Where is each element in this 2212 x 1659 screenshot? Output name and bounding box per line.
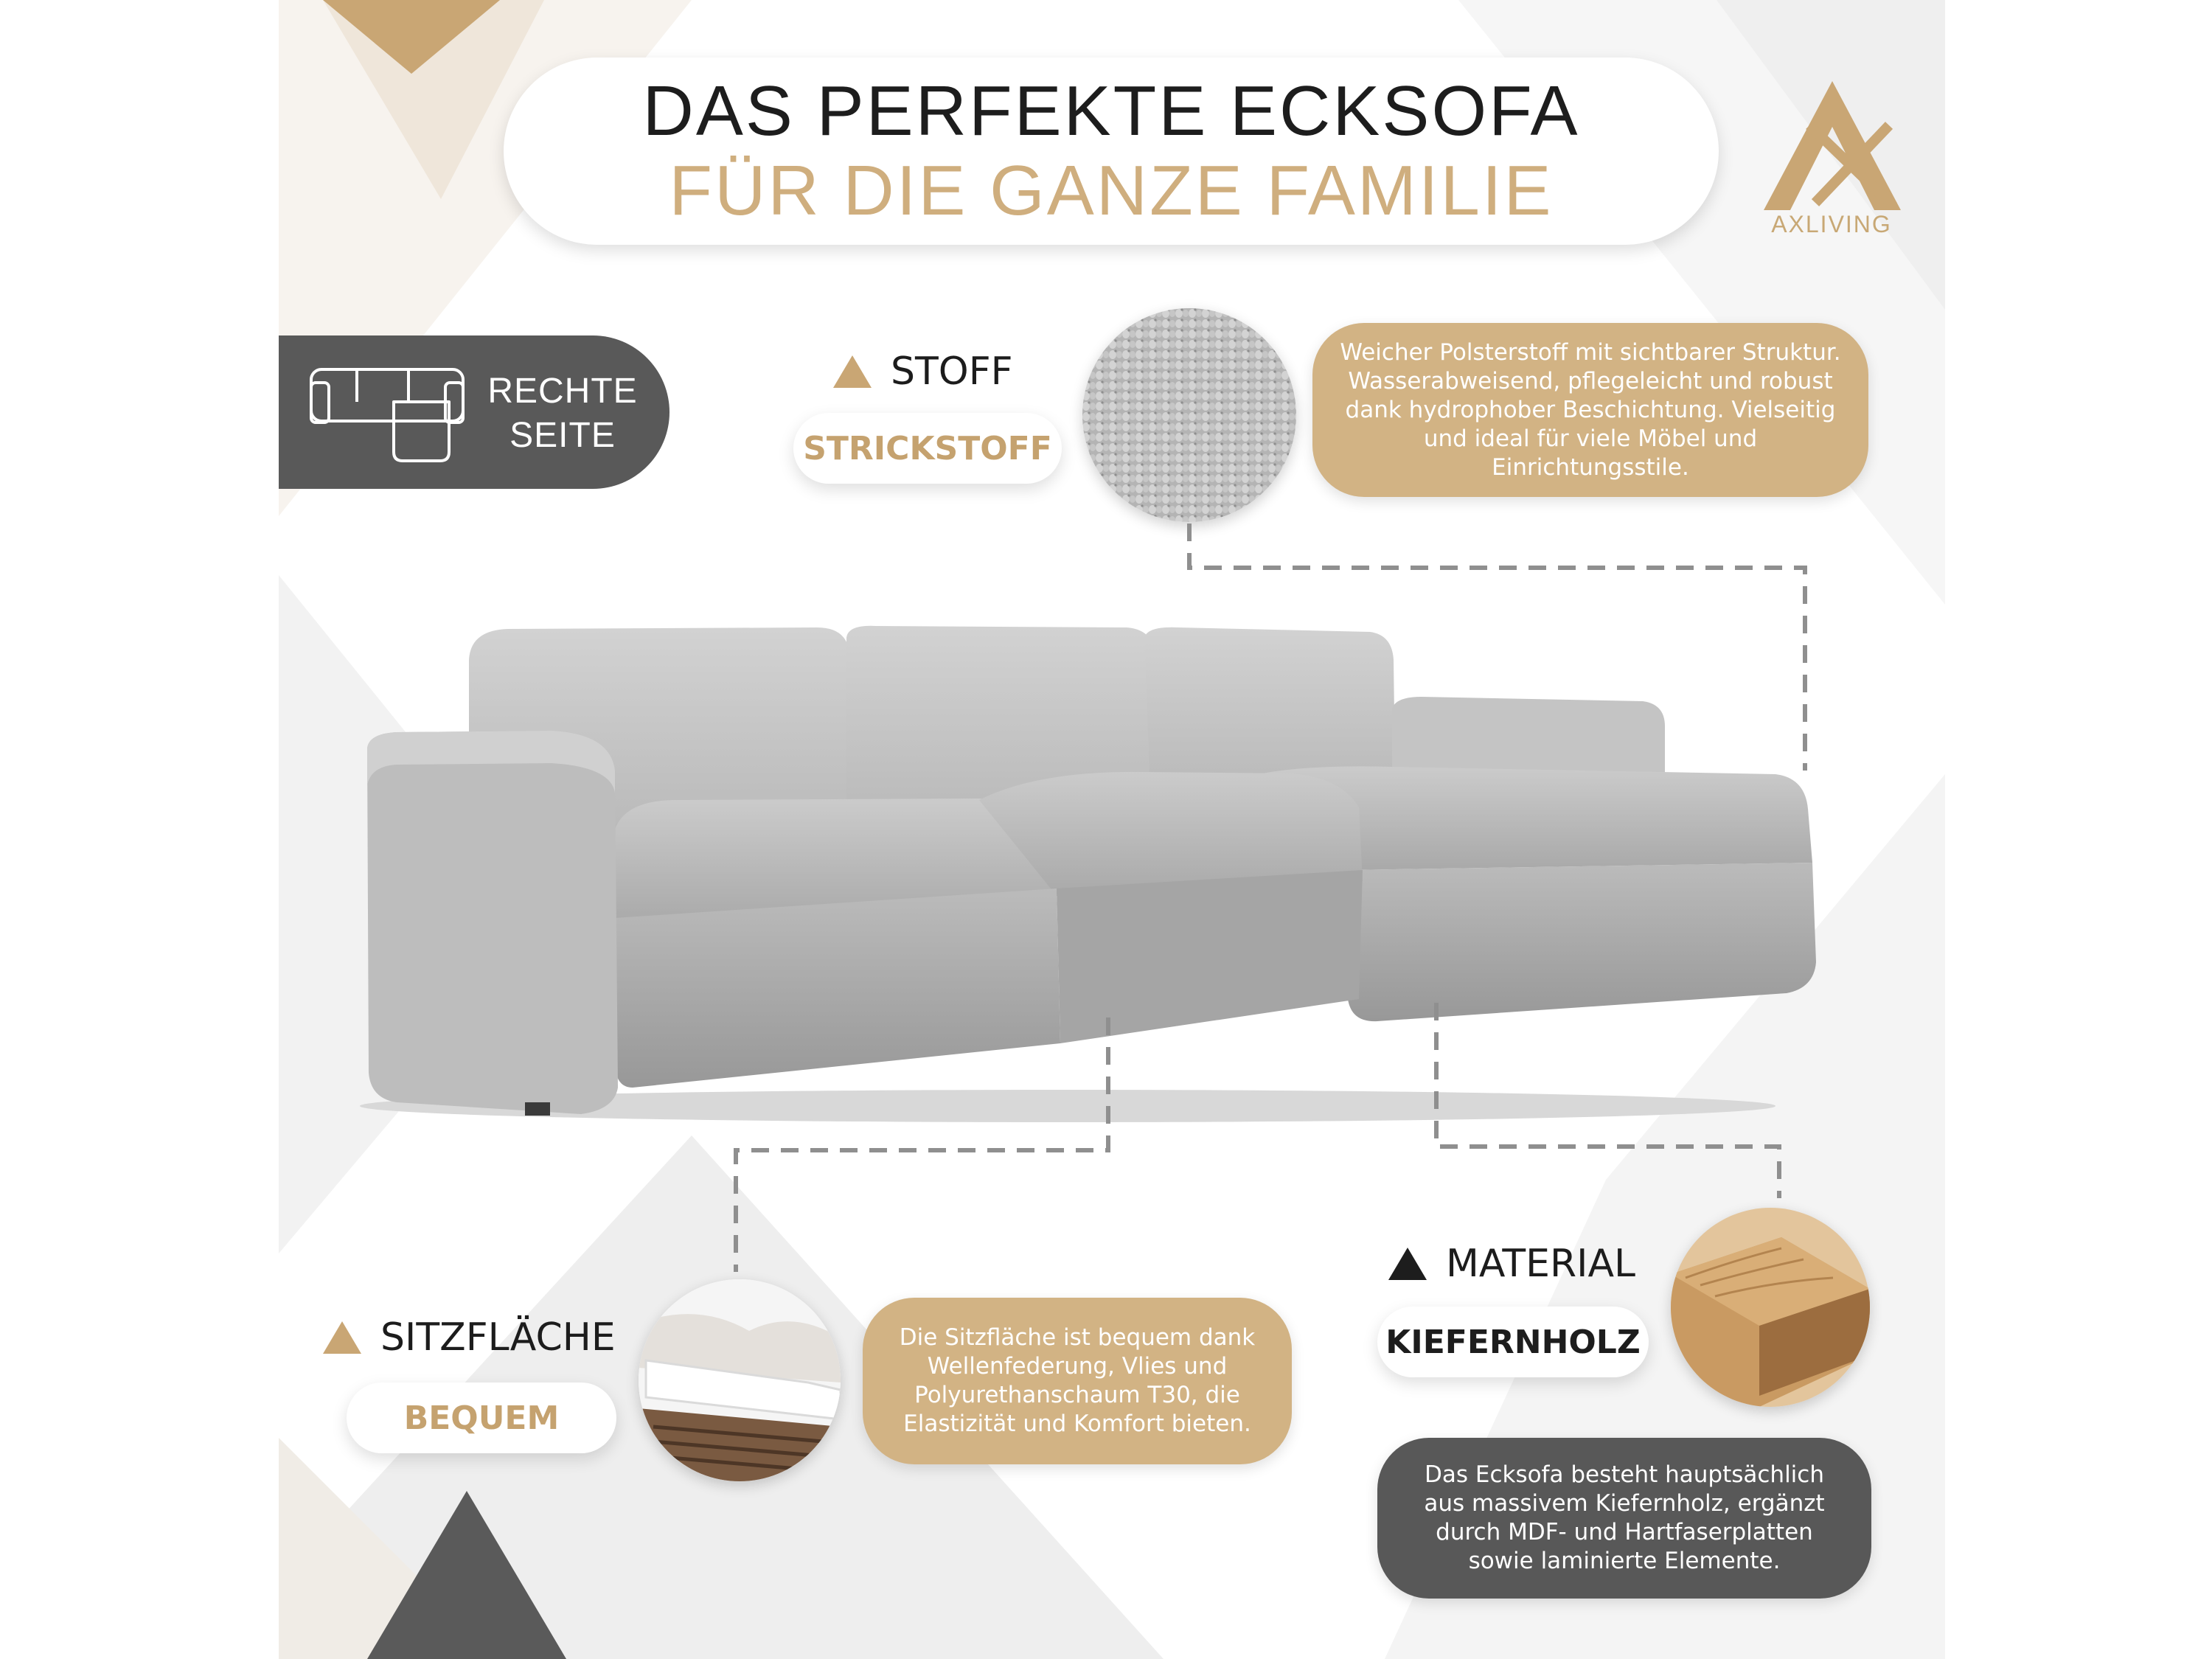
stoff-description: Weicher Polsterstoff mit sichtbarer Struktur. Wasserabweisend, pflegeleicht und robust dank hydrophober Beschichtung. Vielseitig und ideal für viele Möbel und Einrichtungsstile. [1340,338,1841,481]
sitzflaeche-tag-text: BEQUEM [403,1399,560,1437]
seat-layers-image [639,1279,841,1481]
sitzflaeche-label-text: SITZFLÄCHE [380,1315,616,1360]
orientation-line-1: RECHTE [487,372,638,411]
triangle-bullet-icon [323,1321,361,1354]
orientation-line-2: SEITE [509,416,616,455]
infographic-panel [279,0,1945,1659]
sitzflaeche-tag [347,1382,616,1453]
material-label-text: MATERIAL [1446,1242,1636,1286]
material-description-box [1377,1438,1871,1599]
sitzflaeche-label [323,1315,616,1360]
stoff-label-text: STOFF [891,349,1013,394]
material-label [1388,1242,1635,1286]
brand-name: AXLIVING [1771,211,1892,237]
material-description: Das Ecksofa besteht hauptsächlich aus massivem Kiefernholz, ergänzt durch MDF- und Hartfaserplatten sowie laminierte Elemente. [1424,1461,1825,1574]
material-tag-text: KIEFERNHOLZ [1385,1323,1641,1361]
sitzflaeche-description: Die Sitzfläche ist bequem dank Wellenfederung, Vlies und Polyurethanschaum T30, die Elastizität und Komfort bieten. [899,1324,1256,1437]
sitzflaeche-description-box [863,1298,1292,1464]
pine-wood-image [1671,1208,1870,1407]
title-line-1: DAS PERFEKTE ECKSOFA [642,72,1580,150]
triangle-bullet-icon [1388,1248,1427,1280]
stoff-tag-text: STRICKSTOFF [803,429,1052,467]
title-line-2: FÜR DIE GANZE FAMILIE [669,151,1554,230]
material-tag [1377,1307,1649,1377]
